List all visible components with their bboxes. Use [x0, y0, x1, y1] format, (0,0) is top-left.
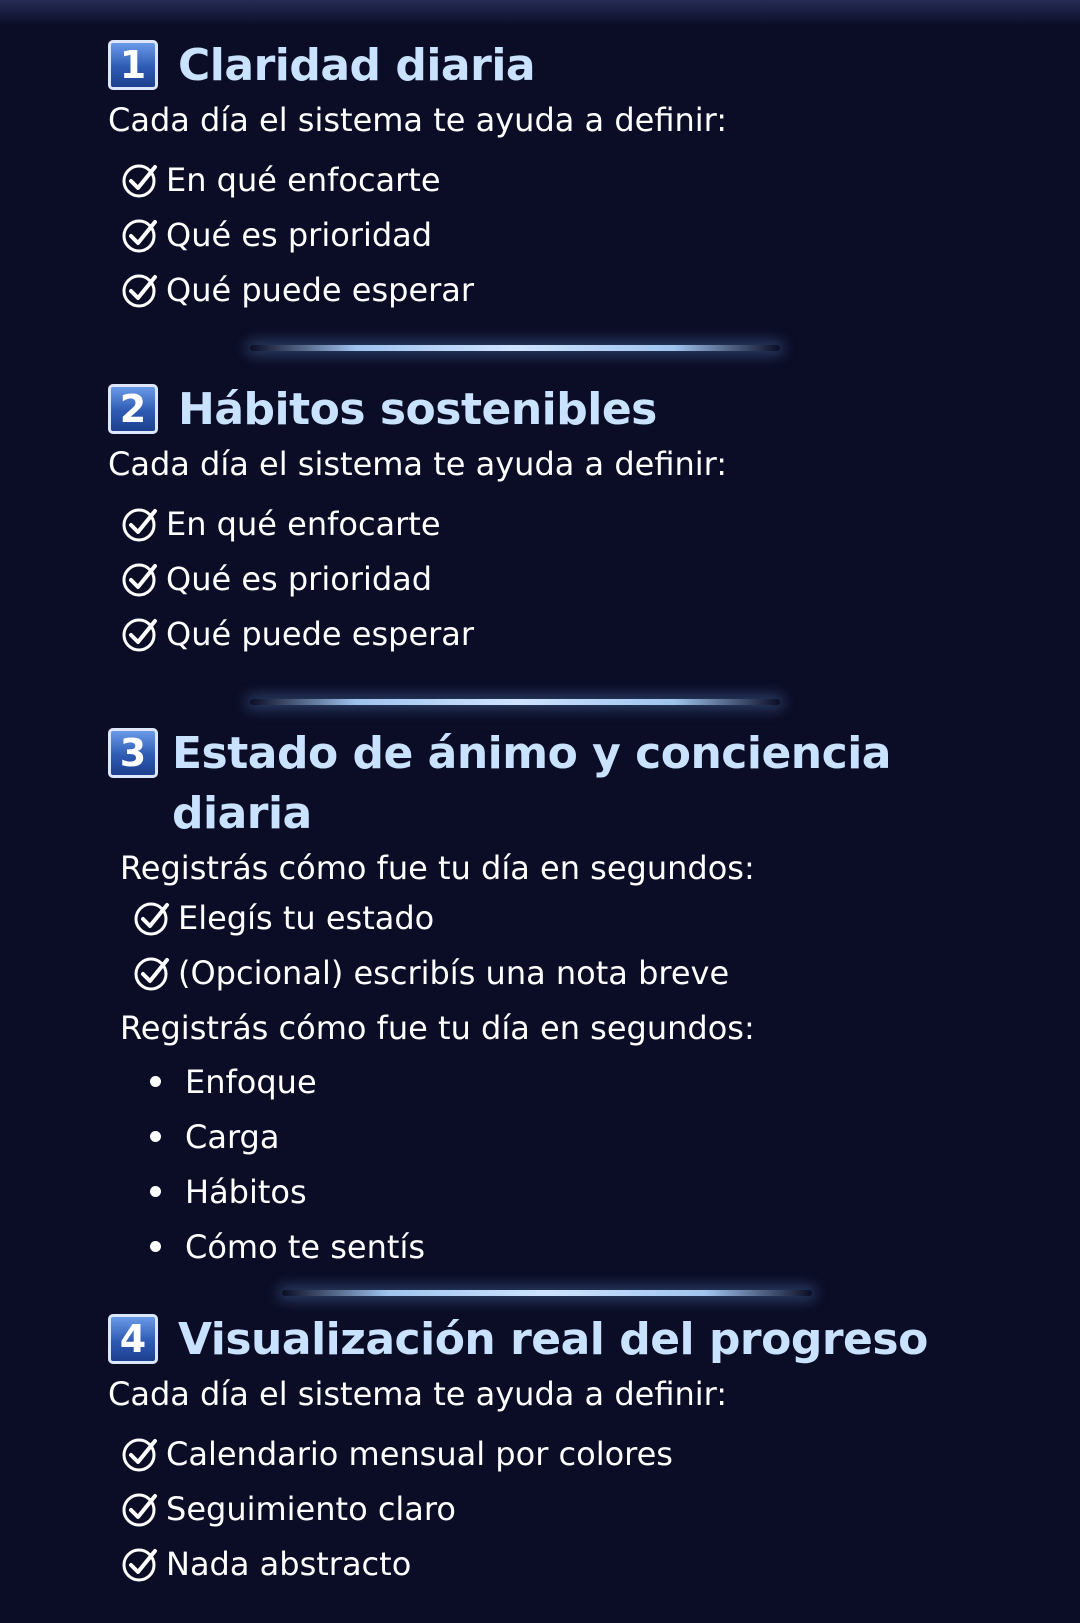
number-badge: 4: [108, 1314, 158, 1364]
glow-divider: [282, 1290, 812, 1296]
section-title-line: diaria: [172, 788, 312, 839]
check-item-label: Qué puede esperar: [166, 614, 475, 653]
check-circle-icon: [120, 1434, 160, 1474]
check-item-label: Elegís tu estado: [178, 898, 435, 937]
section-header: [108, 36, 1008, 96]
check-list: [132, 890, 1008, 1000]
check-circle-icon: [132, 953, 172, 993]
check-item-label: Calendario mensual por colores: [166, 1434, 673, 1473]
section-title: Claridad diaria: [178, 40, 536, 91]
section-header: [108, 1310, 1008, 1370]
section-intro: Registrás cómo fue tu día en segundos:: [120, 849, 755, 887]
check-circle-icon: [120, 1544, 160, 1584]
check-circle-icon: [120, 559, 160, 599]
check-list-item: [120, 496, 1008, 551]
number-badge: 1: [108, 40, 158, 90]
check-circle-icon: [120, 1489, 160, 1529]
bullet-item-label: Carga: [185, 1117, 280, 1156]
check-circle-icon: [120, 614, 160, 654]
section-title: [172, 724, 942, 844]
check-item-label: Qué es prioridad: [166, 559, 433, 598]
check-list-item: [132, 890, 1008, 945]
check-circle-icon: [120, 215, 160, 255]
section-body: [120, 846, 1008, 1274]
top-edge-gradient: [0, 0, 1080, 26]
check-list-item: [120, 1426, 1008, 1481]
section-estado-de-animo: [108, 724, 1008, 1274]
section-claridad-diaria: [108, 36, 1008, 317]
check-list-item: [120, 207, 1008, 262]
bullet-item-label: Enfoque: [185, 1062, 317, 1101]
section-header: [108, 724, 1008, 844]
check-list-item: [132, 945, 1008, 1000]
check-item-label: (Opcional) escribís una nota breve: [178, 953, 730, 992]
check-list-item: [120, 152, 1008, 207]
bullet-dot: [150, 1131, 161, 1142]
check-item-label: Nada abstracto: [166, 1544, 412, 1583]
check-item-label: En qué enfocarte: [166, 160, 441, 199]
bullet-list-item: [150, 1219, 1008, 1274]
section-intro-secondary: Registrás cómo fue tu día en segundos:: [120, 1009, 755, 1047]
glow-divider: [250, 699, 780, 705]
check-circle-icon: [120, 504, 160, 544]
bullet-dot: [150, 1241, 161, 1252]
check-list: [120, 1426, 1008, 1591]
check-list-item: [120, 606, 1008, 661]
bullet-list-item: [150, 1164, 1008, 1219]
bullet-item-label: Hábitos: [185, 1172, 307, 1211]
check-item-label: En qué enfocarte: [166, 504, 441, 543]
section-intro: Cada día el sistema te ayuda a definir:: [108, 101, 728, 139]
check-item-label: Qué puede esperar: [166, 270, 475, 309]
bullet-list-item: [150, 1054, 1008, 1109]
check-list: [120, 152, 1008, 317]
check-list-item: [120, 262, 1008, 317]
section-title: Hábitos sostenibles: [178, 384, 657, 435]
bullet-dot: [150, 1076, 161, 1087]
bullet-item-label: Cómo te sentís: [185, 1227, 425, 1266]
section-title-line: Estado de ánimo y conciencia: [172, 728, 891, 779]
section-intro: Cada día el sistema te ayuda a definir:: [108, 445, 728, 483]
section-visualizacion-progreso: [108, 1310, 1008, 1591]
section-title: Visualización real del progreso: [178, 1314, 928, 1365]
check-list-item: [120, 1536, 1008, 1591]
section-intro: Cada día el sistema te ayuda a definir:: [108, 1375, 728, 1413]
check-circle-icon: [132, 898, 172, 938]
check-list-item: [120, 551, 1008, 606]
bullet-dot: [150, 1186, 161, 1197]
check-list-item: [120, 1481, 1008, 1536]
bullet-list-item: [150, 1109, 1008, 1164]
check-list: [120, 496, 1008, 661]
glow-divider: [250, 345, 780, 351]
check-circle-icon: [120, 270, 160, 310]
check-circle-icon: [120, 160, 160, 200]
number-badge: 3: [108, 728, 158, 778]
section-header: [108, 380, 1008, 440]
check-item-label: Qué es prioridad: [166, 215, 433, 254]
check-item-label: Seguimiento claro: [166, 1489, 456, 1528]
section-habitos-sostenibles: [108, 380, 1008, 661]
bullet-list: [150, 1054, 1008, 1274]
number-badge: 2: [108, 384, 158, 434]
